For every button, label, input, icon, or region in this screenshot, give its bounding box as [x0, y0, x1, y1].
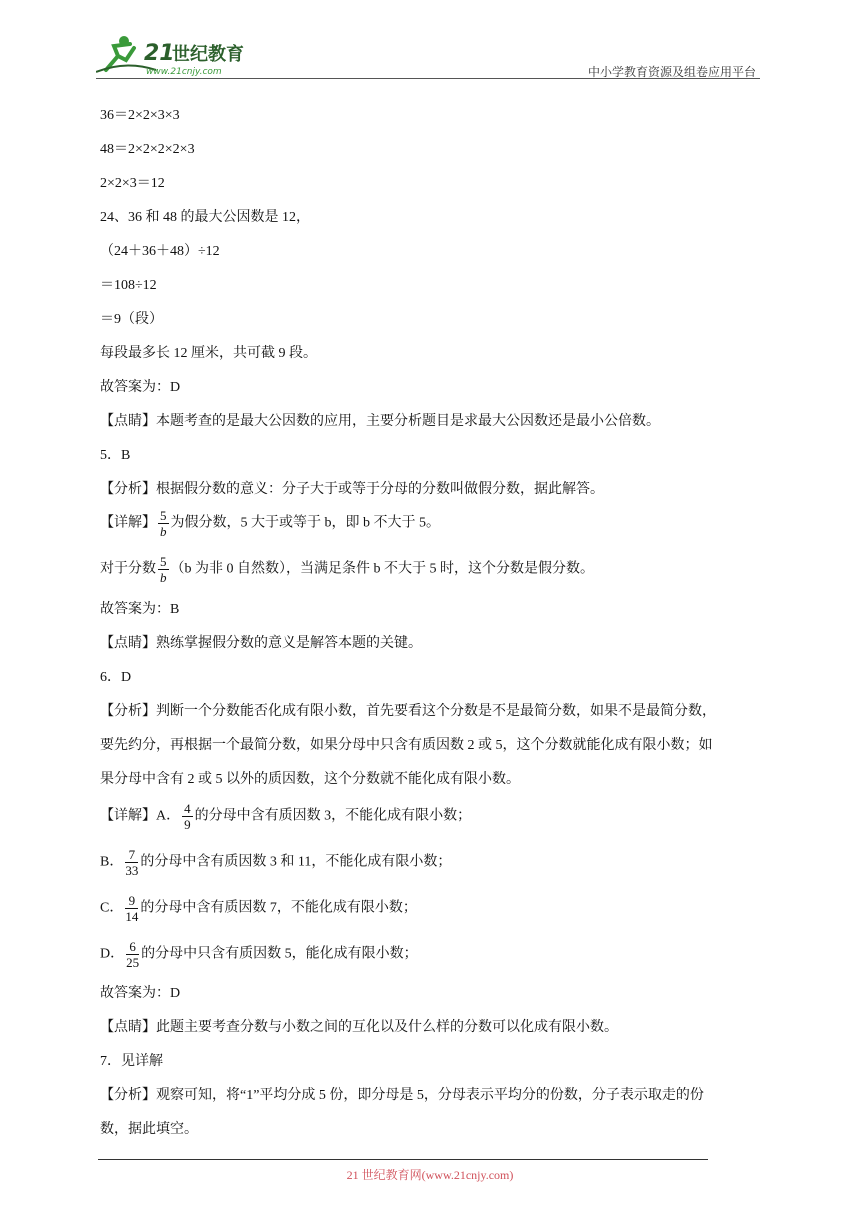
- fraction: $\frac{5}{b}$: [160, 554, 167, 585]
- fraction: $\frac{7}{33}$: [125, 847, 139, 878]
- text-line: 数，据此填空。: [100, 1122, 198, 1137]
- fraction: $\frac{4}{9}$: [184, 801, 191, 832]
- text-line: 对于分数 $\frac{5}{b}$ （b 为非 0 自然数），当满足条件 b 不大于 5 时，这个分数是假分数。: [100, 554, 594, 585]
- svg-text:21: 21: [144, 41, 175, 66]
- text-line: 故答案为：B: [100, 602, 180, 617]
- text-line: 【点睛】此题主要考查分数与小数之间的互化以及什么样的分数可以化成有限小数。: [100, 1020, 618, 1035]
- fraction: $\frac{6}{25}$: [126, 939, 140, 970]
- fraction: $\frac{9}{14}$: [125, 893, 139, 924]
- question-number: 5．B: [100, 448, 131, 463]
- text-line: B． $\frac{7}{33}$ 的分母中含有质因数 3 和 11，不能化成有限小数；: [100, 847, 452, 878]
- text-line: 【分析】根据假分数的意义：分子大于或等于分母的分数叫做假分数，据此解答。: [100, 482, 604, 497]
- text-line: 48＝2×2×2×2×3: [100, 142, 195, 157]
- text-line: 故答案为：D: [100, 380, 181, 395]
- text-line: 2×2×3＝12: [100, 176, 165, 191]
- text-line: 【详解】 $\frac{5}{b}$ 为假分数，5 大于或等于 b，即 b 不大于 5。: [100, 508, 440, 539]
- svg-text:www.21cnjy.com: www.21cnjy.com: [146, 67, 222, 77]
- text-line: 【分析】判断一个分数能否化成有限小数，首先要看这个分数是不是最简分数，如果不是最简分数，: [100, 704, 716, 719]
- text-line: C． $\frac{9}{14}$ 的分母中含有质因数 7，不能化成有限小数；: [100, 893, 417, 924]
- text-line: 每段最多长 12 厘米，共可截 9 段。: [100, 346, 317, 361]
- question-number: 6．D: [100, 670, 132, 685]
- text-line: 【详解】A． $\frac{4}{9}$ 的分母中含有质因数 3，不能化成有限小数；: [100, 801, 472, 832]
- footer-divider: [98, 1159, 708, 1160]
- question-number: 7．见详解: [100, 1054, 163, 1069]
- svg-text:世纪教育: 世纪教育: [172, 44, 244, 65]
- text-line: D． $\frac{6}{25}$ 的分母中只含有质因数 5，能化成有限小数；: [100, 939, 418, 970]
- text-line: （24＋36＋48）÷12: [100, 244, 220, 259]
- text-line: 【分析】观察可知，将“1”平均分成 5 份，即分母是 5，分母表示平均分的份数，分子表示取走的份: [100, 1088, 704, 1103]
- text-line: 36＝2×2×3×3: [100, 108, 180, 123]
- header-divider: [96, 78, 760, 79]
- fraction: $\frac{5}{b}$: [160, 508, 167, 539]
- page-header: [96, 30, 760, 80]
- platform-name: 中小学教育资源及组卷应用平台: [587, 65, 756, 79]
- text-line: 24、36 和 48 的最大公因数是 12，: [100, 210, 310, 225]
- text-line: ＝9（段）: [100, 312, 163, 327]
- text-line: 故答案为：D: [100, 986, 181, 1001]
- text-line: 果分母中含有 2 或 5 以外的质因数，这个分数就不能化成有限小数。: [100, 772, 520, 787]
- text-line: 要先约分，再根据一个最简分数，如果分母中只含有质因数 2 或 5，这个分数就能化成有限小数；如: [100, 738, 713, 753]
- site-logo: [96, 30, 266, 78]
- text-line: 【点睛】本题考查的是最大公因数的应用，主要分析题目是求最大公因数还是最小公倍数。: [100, 414, 660, 429]
- footer-link[interactable]: 21 世纪教育网(www.21cnjy.com): [346, 1168, 514, 1182]
- text-line: ＝108÷12: [100, 278, 157, 293]
- text-line: 【点睛】熟练掌握假分数的意义是解答本题的关键。: [100, 636, 422, 651]
